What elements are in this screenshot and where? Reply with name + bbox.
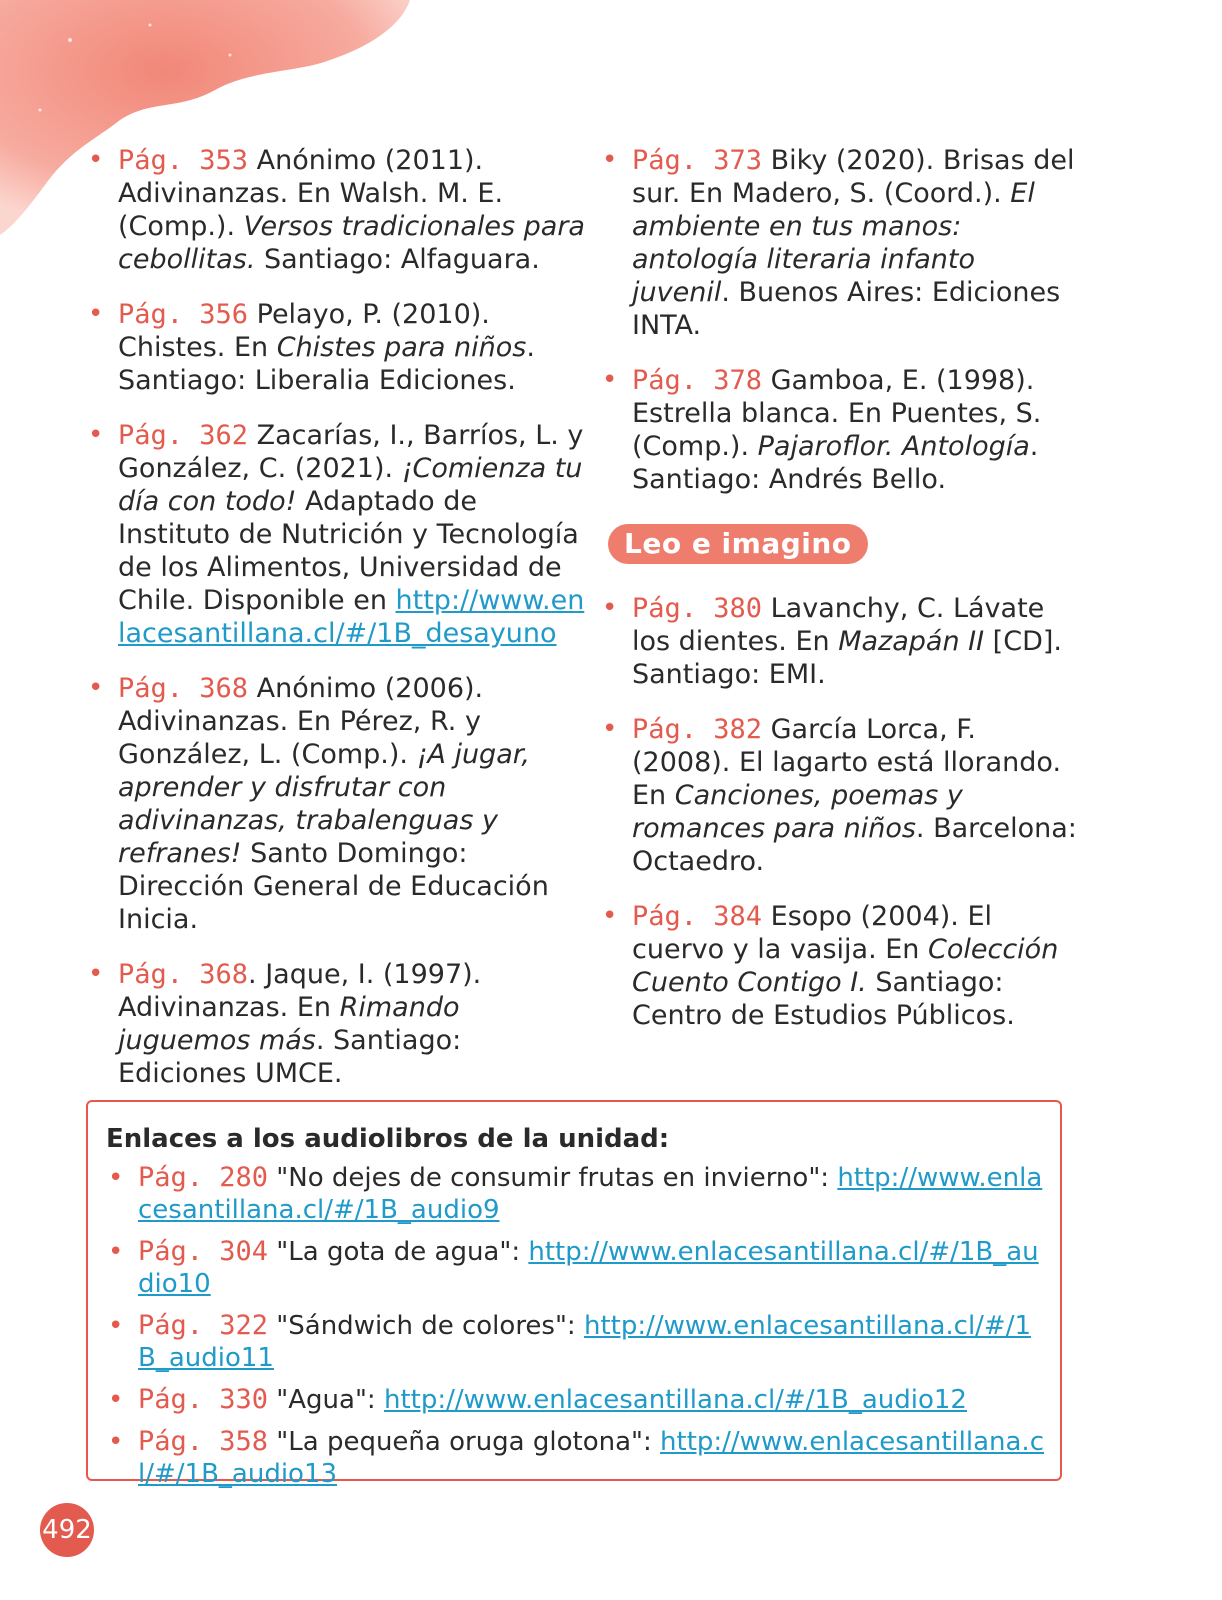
bullet-icon: •: [602, 901, 618, 931]
page-reference: Pág. 358: [138, 1426, 269, 1457]
reference-text: Zacarías, I., Barríos, L. y González, C. (2021).: [118, 420, 584, 484]
reference-text: . Jaque, I. (1997). Adivinanzas. En: [118, 959, 482, 1023]
reference-text: "La pequeña oruga glotona":: [268, 1427, 661, 1457]
reference-text: Anónimo (2011). Adivinanzas. En Walsh. M. E. (Comp.).: [118, 145, 504, 242]
reference-text: Pelayo, P. (2010). Chistes. En: [118, 299, 490, 363]
page-reference: Pág. 362: [118, 420, 249, 451]
bullet-icon: •: [602, 593, 618, 623]
reference-title: Pajaroflor. Antología: [757, 431, 1030, 462]
page-reference: Pág. 353: [118, 145, 249, 176]
reference-item: [106, 1162, 1044, 1226]
reference-item: [600, 592, 1080, 691]
reference-item: [106, 1236, 1044, 1300]
reference-link[interactable]: http://www.enlacesantillana.cl/#/1B_audio10: [138, 1237, 1039, 1299]
bullet-icon: •: [108, 1385, 124, 1415]
reference-link[interactable]: http://www.enlacesantillana.cl/#/1B_audio13: [138, 1427, 1044, 1489]
reference-link[interactable]: http://www.enlacesantillana.cl/#/1B_audio9: [138, 1163, 1043, 1225]
bullet-icon: •: [88, 959, 104, 989]
reference-item: [106, 1384, 1044, 1416]
reference-item: [106, 1310, 1044, 1374]
page-reference: Pág. 280: [138, 1162, 269, 1193]
bullet-icon: •: [88, 673, 104, 703]
reference-text: Santo Domingo: Dirección General de Educación Inicia.: [118, 838, 549, 935]
bullet-icon: •: [602, 145, 618, 175]
reference-link[interactable]: http://www.enlacesantillana.cl/#/1B_audio12: [383, 1385, 967, 1415]
page-reference: Pág. 368: [118, 959, 249, 990]
references-left-column: [86, 144, 586, 1112]
bullet-icon: •: [88, 145, 104, 175]
page-reference: Pág. 304: [138, 1236, 269, 1267]
page-reference: Pág. 384: [632, 901, 763, 932]
reference-title: ¡Comienza tu día con todo!: [118, 453, 583, 517]
reference-text: Santiago: Centro de Estudios Públicos.: [632, 967, 1015, 1031]
reference-item: [600, 364, 1080, 496]
reference-text: [CD]. Santiago: EMI.: [632, 626, 1062, 690]
references-section-list: [600, 592, 1080, 1032]
bullet-icon: •: [108, 1237, 124, 1267]
reference-text: . Barcelona: Octaedro.: [632, 813, 1077, 877]
bullet-icon: •: [602, 714, 618, 744]
reference-text: Lavanchy, C. Lávate los dientes. En: [632, 593, 1045, 657]
reference-text: García Lorca, F. (2008). El lagarto está llorando. En: [632, 714, 1062, 811]
reference-link[interactable]: http://www.enlacesantillana.cl/#/1B_audio11: [138, 1311, 1032, 1373]
reference-title: Colección Cuento Contigo I.: [632, 934, 1059, 998]
reference-item: [86, 958, 586, 1090]
references-right-column: [600, 144, 1080, 1054]
reference-text: Gamboa, E. (1998). Estrella blanca. En Puentes, S. (Comp.).: [632, 365, 1042, 462]
bullet-icon: •: [88, 299, 104, 329]
reference-item: [600, 900, 1080, 1032]
reference-text: . Santiago: Ediciones UMCE.: [118, 1025, 462, 1089]
reference-title: Canciones, poemas y romances para niños: [632, 780, 963, 844]
bullet-icon: •: [108, 1163, 124, 1193]
reference-title: Mazapán II: [838, 626, 985, 657]
page-reference: Pág. 373: [632, 145, 763, 176]
references-right-list: [600, 144, 1080, 496]
reference-title: Rimando juguemos más: [118, 992, 460, 1056]
reference-item: [600, 144, 1080, 342]
page-reference: Pág. 322: [138, 1310, 269, 1341]
audiobooks-list: [106, 1162, 1044, 1490]
page-reference: Pág. 356: [118, 299, 249, 330]
reference-text: "La gota de agua":: [268, 1237, 529, 1267]
bullet-icon: •: [108, 1311, 124, 1341]
reference-item: [86, 672, 586, 936]
page-reference: Pág. 378: [632, 365, 763, 396]
bullet-icon: •: [88, 420, 104, 450]
reference-text: "Sándwich de colores":: [268, 1311, 584, 1341]
reference-text: Biky (2020). Brisas del sur. En Madero, S. (Coord.).: [632, 145, 1075, 209]
audiobooks-box: [86, 1100, 1062, 1489]
page-number-badge: 492: [40, 1503, 94, 1557]
reference-title: ¡A jugar, aprender y disfrutar con adivinanzas, trabalenguas y refranes!: [118, 739, 530, 869]
reference-text: Anónimo (2006). Adivinanzas. En Pérez, R. y González, L. (Comp.).: [118, 673, 484, 770]
reference-text: "Agua":: [268, 1385, 384, 1415]
reference-item: [86, 419, 586, 650]
page-reference: Pág. 368: [118, 673, 249, 704]
page-reference: Pág. 330: [138, 1384, 269, 1415]
section-title-pill: Leo e imagino: [608, 524, 868, 564]
bullet-icon: •: [602, 365, 618, 395]
reference-text: Santiago: Alfaguara.: [255, 244, 540, 275]
reference-title: El ambiente en tus manos: antología literaria infanto juvenil: [632, 178, 1035, 308]
reference-item: [106, 1426, 1044, 1490]
reference-text: "No dejes de consumir frutas en invierno":: [268, 1163, 838, 1193]
reference-item: [600, 713, 1080, 878]
reference-text: . Buenos Aires: Ediciones INTA.: [632, 277, 1061, 341]
reference-text: Esopo (2004). El cuervo y la vasija. En: [632, 901, 993, 965]
page-reference: Pág. 382: [632, 714, 763, 745]
reference-item: [86, 144, 586, 276]
reference-link[interactable]: http://www.enlacesantillana.cl/#/1B_desayuno: [118, 585, 585, 649]
bullet-icon: •: [108, 1427, 124, 1457]
reference-text: . Santiago: Liberalia Ediciones.: [118, 332, 535, 396]
reference-title: Versos tradicionales para cebollitas.: [118, 211, 585, 275]
page-reference: Pág. 380: [632, 593, 763, 624]
reference-title: Chistes para niños: [276, 332, 527, 363]
reference-text: Adaptado de Instituto de Nutrición y Tecnología de los Alimentos, Universidad de Chile. Disponible en: [118, 486, 579, 616]
reference-text: . Santiago: Andrés Bello.: [632, 431, 1039, 495]
reference-item: [86, 298, 586, 397]
audiobooks-box-title: Enlaces a los audiolibros de la unidad:: [106, 1124, 670, 1154]
